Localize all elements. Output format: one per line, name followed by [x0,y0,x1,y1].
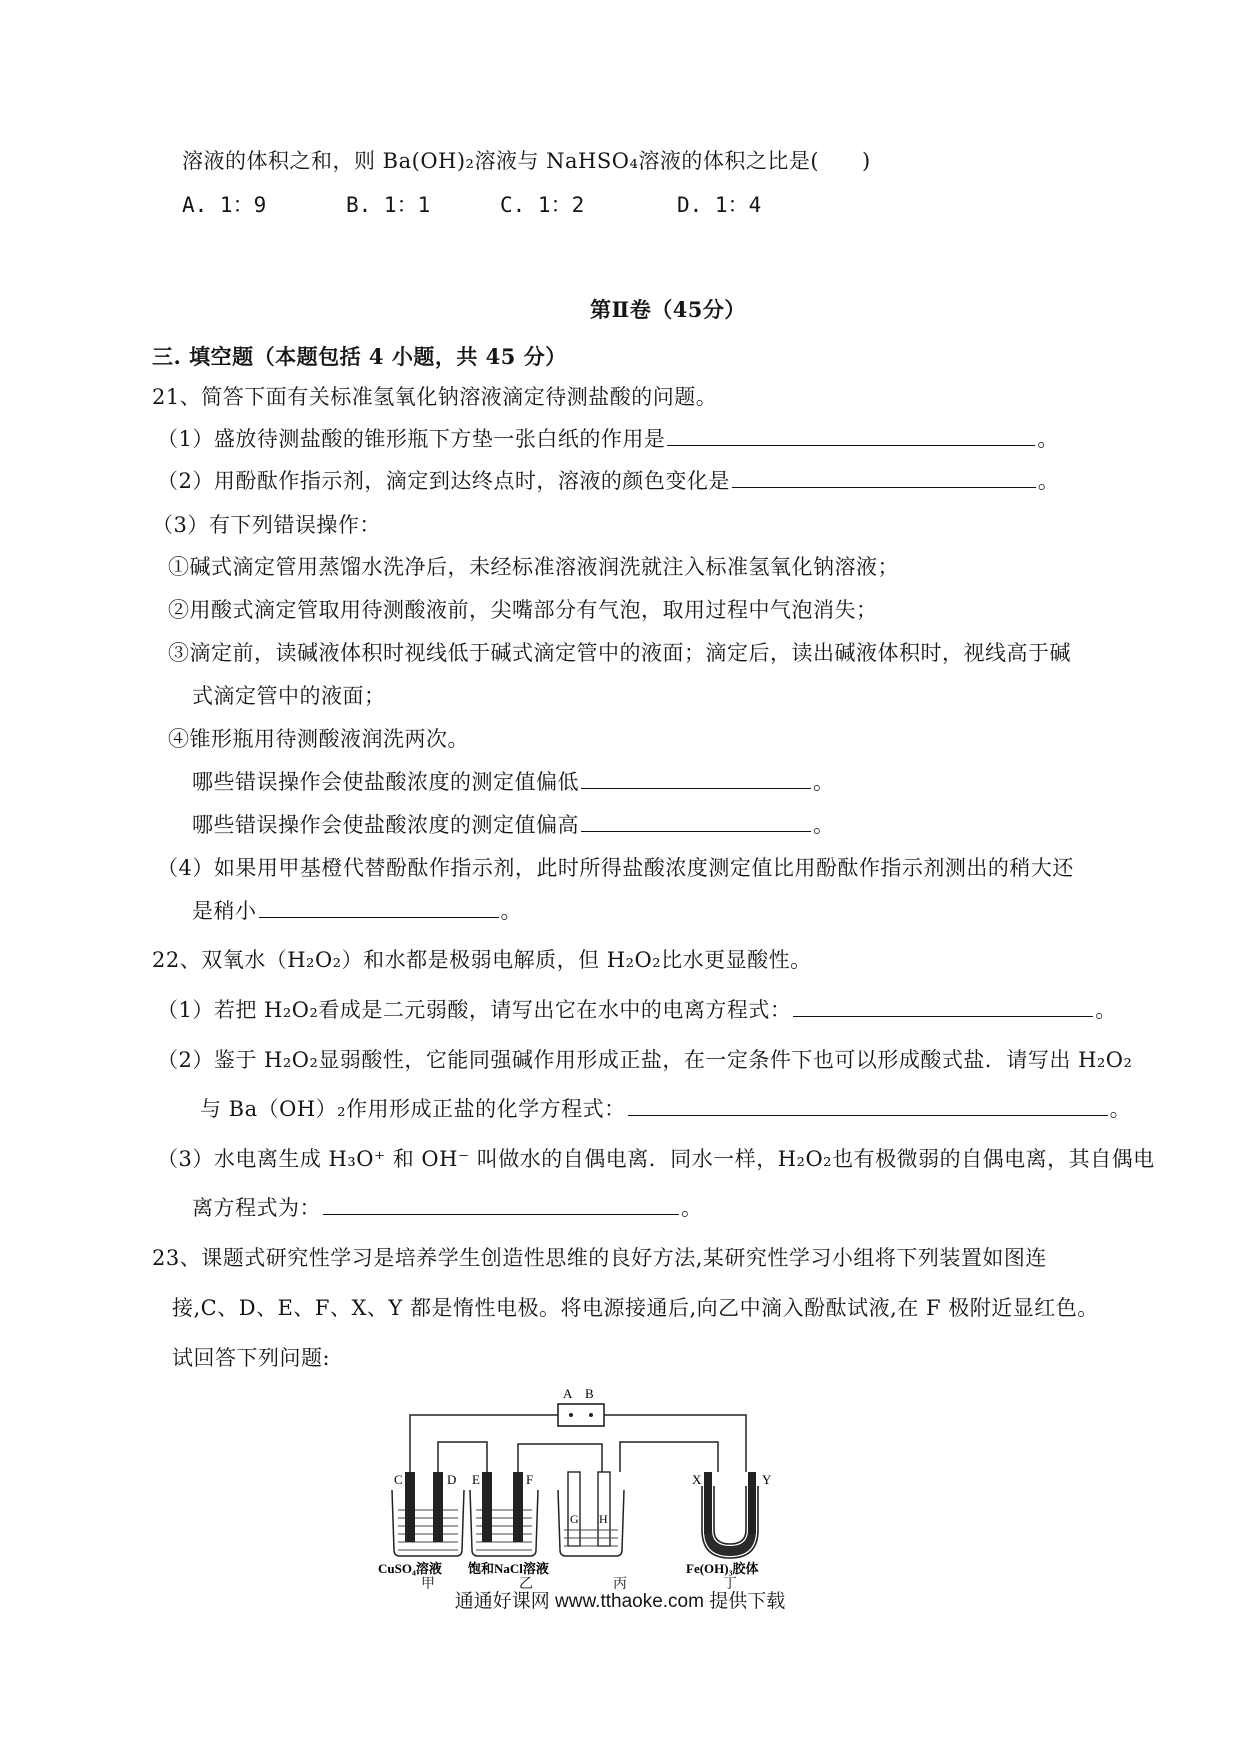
q21-high-text: 哪些错误操作会使盐酸浓度的测定值偏高 [192,813,579,837]
q21-op3-a: ③滴定前，读碱液体积时视线低于碱式滴定管中的液面；滴定后，读出碱液体积时，视线高于碱 [168,641,1071,665]
q21-low: 哪些错误操作会使盐酸浓度的测定值偏低 。 [192,770,835,794]
q23-line1: 23、课题式研究性学习是培养学生创造性思维的良好方法,某研究性学习小组将下列装置如图连 [152,1246,1047,1270]
q20-option-b: B. 1：1 [346,193,431,217]
q21-low-text: 哪些错误操作会使盐酸浓度的测定值偏低 [192,770,579,794]
q21-stem: 21、简答下面有关标准氢氧化钠溶液滴定待测盐酸的问题。 [152,385,718,409]
q23-line2: 接,C、D、E、F、X、Y 都是惰性电极。将电源接通后,向乙中滴入酚酞试液,在 F 极附近显红色。 [172,1296,1099,1320]
electrode-d: D [447,1472,457,1487]
q21-part4-blank[interactable] [259,897,499,918]
electrode-f: F [526,1472,534,1487]
part2-title: 第Ⅱ卷（45分） [590,297,746,322]
q21-part3: （3）有下列错误操作： [152,513,381,537]
electrode-x: X [692,1472,702,1487]
q21-high-blank[interactable] [581,811,811,832]
q20-stem: 溶液的体积之和，则 Ba(OH)₂溶液与 NaHSO₄溶液的体积之比是( ) [182,149,871,173]
q21-part1-text: （1）盛放待测盐酸的锥形瓶下方垫一张白纸的作用是 [157,427,666,451]
beaker-ding-name: 丁 [723,1576,738,1592]
beaker-jia-label: CuSO₄溶液 [378,1561,442,1576]
q21-part4-a: （4）如果用甲基橙代替酚酞作指示剂，此时所得盐酸浓度测定值比用酚酞作指示剂测出的稍大还 [157,856,1074,880]
beaker-yi-name: 乙 [519,1576,534,1592]
q20-option-d: D. 1：4 [677,193,762,217]
electrode-g: G [570,1512,579,1526]
q21-part1: （1）盛放待测盐酸的锥形瓶下方垫一张白纸的作用是 。 [157,427,1059,451]
power-label-b: B [585,1386,594,1401]
q22-part2-blank[interactable] [628,1095,1108,1116]
electrode-c: C [394,1472,403,1487]
beaker-yi-label: 饱和NaCl溶液 [468,1561,549,1576]
electrolysis-apparatus-figure [370,1380,790,1580]
q22-part3-b: 离方程式为： 。 [192,1196,703,1220]
electrode-h: H [599,1512,608,1526]
page-footer: 通通好课网 www.tthaoke.com 提供下载 [454,1591,786,1612]
q22-part2-a: （2）鉴于 H₂O₂显弱酸性，它能同强碱作用形成正盐，在一定条件下也可以形成酸式盐．请写出 H₂O₂ [157,1048,1133,1072]
q21-op2: ②用酸式滴定管取用待测酸液前，尖嘴部分有气泡，取用过程中气泡消失； [168,598,878,622]
q22-part1: （1）若把 H₂O₂看成是二元弱酸，请写出它在水中的电离方程式： 。 [157,998,1117,1022]
q22-part3-a: （3）水电离生成 H₃O⁺ 和 OH⁻ 叫做水的自偶电离．同水一样，H₂O₂也有极微弱的自偶电离，其自偶电 [157,1147,1155,1171]
q21-op3-b: 式滴定管中的液面； [192,684,386,708]
q22-part1-blank[interactable] [793,996,1093,1017]
electrode-y: Y [762,1472,772,1487]
q22-part3-blank[interactable] [323,1194,679,1215]
q23-line3: 试回答下列问题: [172,1346,331,1370]
q21-part1-blank[interactable] [667,425,1035,446]
q22-part2-b: 与 Ba（OH）₂作用形成正盐的化学方程式： 。 [200,1097,1132,1121]
q21-part4-text: 是稍小 [192,899,257,923]
q20-option-c: C. 1：2 [500,193,585,217]
power-label-a: A [563,1386,573,1401]
beaker-bing-name: 丙 [613,1576,628,1592]
q21-high: 哪些错误操作会使盐酸浓度的测定值偏高 。 [192,813,835,837]
q21-op1: ①碱式滴定管用蒸馏水洗净后，未经标准溶液润洗就注入标准氢氧化钠溶液； [168,555,899,579]
q21-low-blank[interactable] [581,768,811,789]
q21-part4-b: 是稍小 。 [192,899,522,923]
power-source [558,1404,604,1426]
q20-option-a: A. 1：9 [182,193,267,217]
beaker-ding-label: Fe(OH)₃胶体 [686,1561,759,1576]
q21-op4: ④锥形瓶用待测酸液润洗两次。 [168,727,469,751]
electrode-e: E [472,1472,480,1487]
beaker-jia-name: 甲 [421,1576,436,1592]
q22-part3-text: 离方程式为： [192,1196,321,1220]
q21-part2: （2）用酚酞作指示剂，滴定到达终点时，溶液的颜色变化是 。 [157,469,1060,493]
q21-part2-blank[interactable] [732,467,1036,488]
q22-stem: 22、双氧水（H₂O₂）和水都是极弱电解质，但 H₂O₂比水更显酸性。 [152,948,812,972]
q22-part2-text: 与 Ba（OH）₂作用形成正盐的化学方程式： [200,1097,626,1121]
section3-title: 三. 填空题（本题包括 4 小题，共 45 分） [152,344,567,369]
q21-part2-text: （2）用酚酞作指示剂，滴定到达终点时，溶液的颜色变化是 [157,469,730,493]
q22-part1-text: （1）若把 H₂O₂看成是二元弱酸，请写出它在水中的电离方程式： [157,998,792,1022]
